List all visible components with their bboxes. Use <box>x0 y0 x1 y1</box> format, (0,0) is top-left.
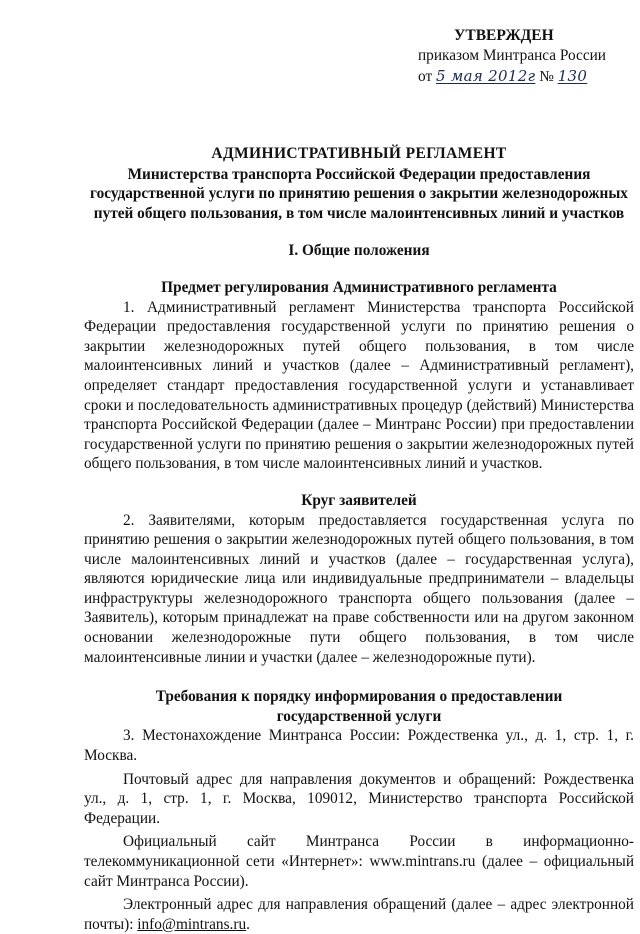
info-heading-line-1: Требования к порядку информирования о предоставлении <box>155 688 563 706</box>
paragraph-3: 3. Местонахождение Минтранса России: Рождественка ул., д. 1, стр. 1, г. Москва. <box>84 727 634 765</box>
section-1-heading: I. Общие положения <box>288 242 430 260</box>
applicants-heading: Круг заявителей <box>301 491 417 509</box>
paragraph-2: 2. Заявителями, которым предоставляется государственная услуга по принятию решения о закрытии железнодорожных путей общего пользования, в том числе малоинтенсивных линий и участков (далее – государственная услуга), являются юридические лица или индивидуальные предприниматели – владельцы инфраструктуры железнодорожного транспорта общего пользования (далее – Заявитель), которым принадлежат на праве собственности или на другом законном основании железнодорожные пути общего пользования, в том числе малоинтенсивные линии и участки (далее – железнодорожные пути). <box>84 511 634 666</box>
info-heading <box>84 687 634 726</box>
paragraph-official-site: Официальный сайт Минтранса России в информационно-телекоммуникационной сети «Интернет»: www.mintrans.ru (далее – официальный сайт Минтранса России). <box>84 833 634 890</box>
approval-number-handwritten: 130 <box>557 67 588 85</box>
document-body <box>84 144 634 934</box>
subject-heading: Предмет регулирования Административного регламента <box>161 278 557 296</box>
email-suffix: . <box>246 915 250 933</box>
approval-date-line <box>418 66 638 87</box>
approval-date-handwritten: 5 мая 2012г <box>435 67 536 85</box>
approval-block <box>418 26 638 87</box>
info-heading-line-2: государственной услуги <box>276 707 442 725</box>
approval-date-prefix: от <box>418 68 433 85</box>
paragraph-1: 1. Административный регламент Министерства транспорта Российской Федерации предоставления государственной услуги по принятию решения о закрытии железнодорожных путей общего пользования, в том числе малоинтенсивных линий и участков (далее – Административный регламент), определяет стандарт предоставления государственной услуги и устанавливает сроки и последовательность административных процедур (действий) Министерства транспорта Российской Федерации (далее – Минтранс России) при предоставлении государственной услуги по принятию решения о закрытии железнодорожных путей общего пользования, в том числе малоинтенсивных линий и участков. <box>84 298 634 473</box>
email-link[interactable]: info@mintrans.ru <box>137 915 247 933</box>
paragraph-postal-address: Почтовый адрес для направления документов и обращений: Рождественка ул., д. 1, стр. 1, г. Москва, 109012, Министерство транспорта Российской Федерации. <box>84 770 634 827</box>
document-subtitle: Министерства транспорта Российской Федерации предоставления государственной услуги по принятию решения о закрытии железнодорожных путей общего пользования, в том числе малоинтенсивных линий и участков <box>90 165 628 222</box>
document-title: АДМИНИСТРАТИВНЫЙ РЕГЛАМЕНТ <box>211 145 507 162</box>
approval-by: приказом Минтранса России <box>418 47 606 64</box>
email-prefix: Электронный адрес для направления обращений (далее – адрес электронной почты): <box>84 896 634 933</box>
approval-number-prefix: № <box>539 68 554 85</box>
paragraph-email <box>84 895 634 934</box>
approval-title: УТВЕРЖДЕН <box>454 27 554 44</box>
